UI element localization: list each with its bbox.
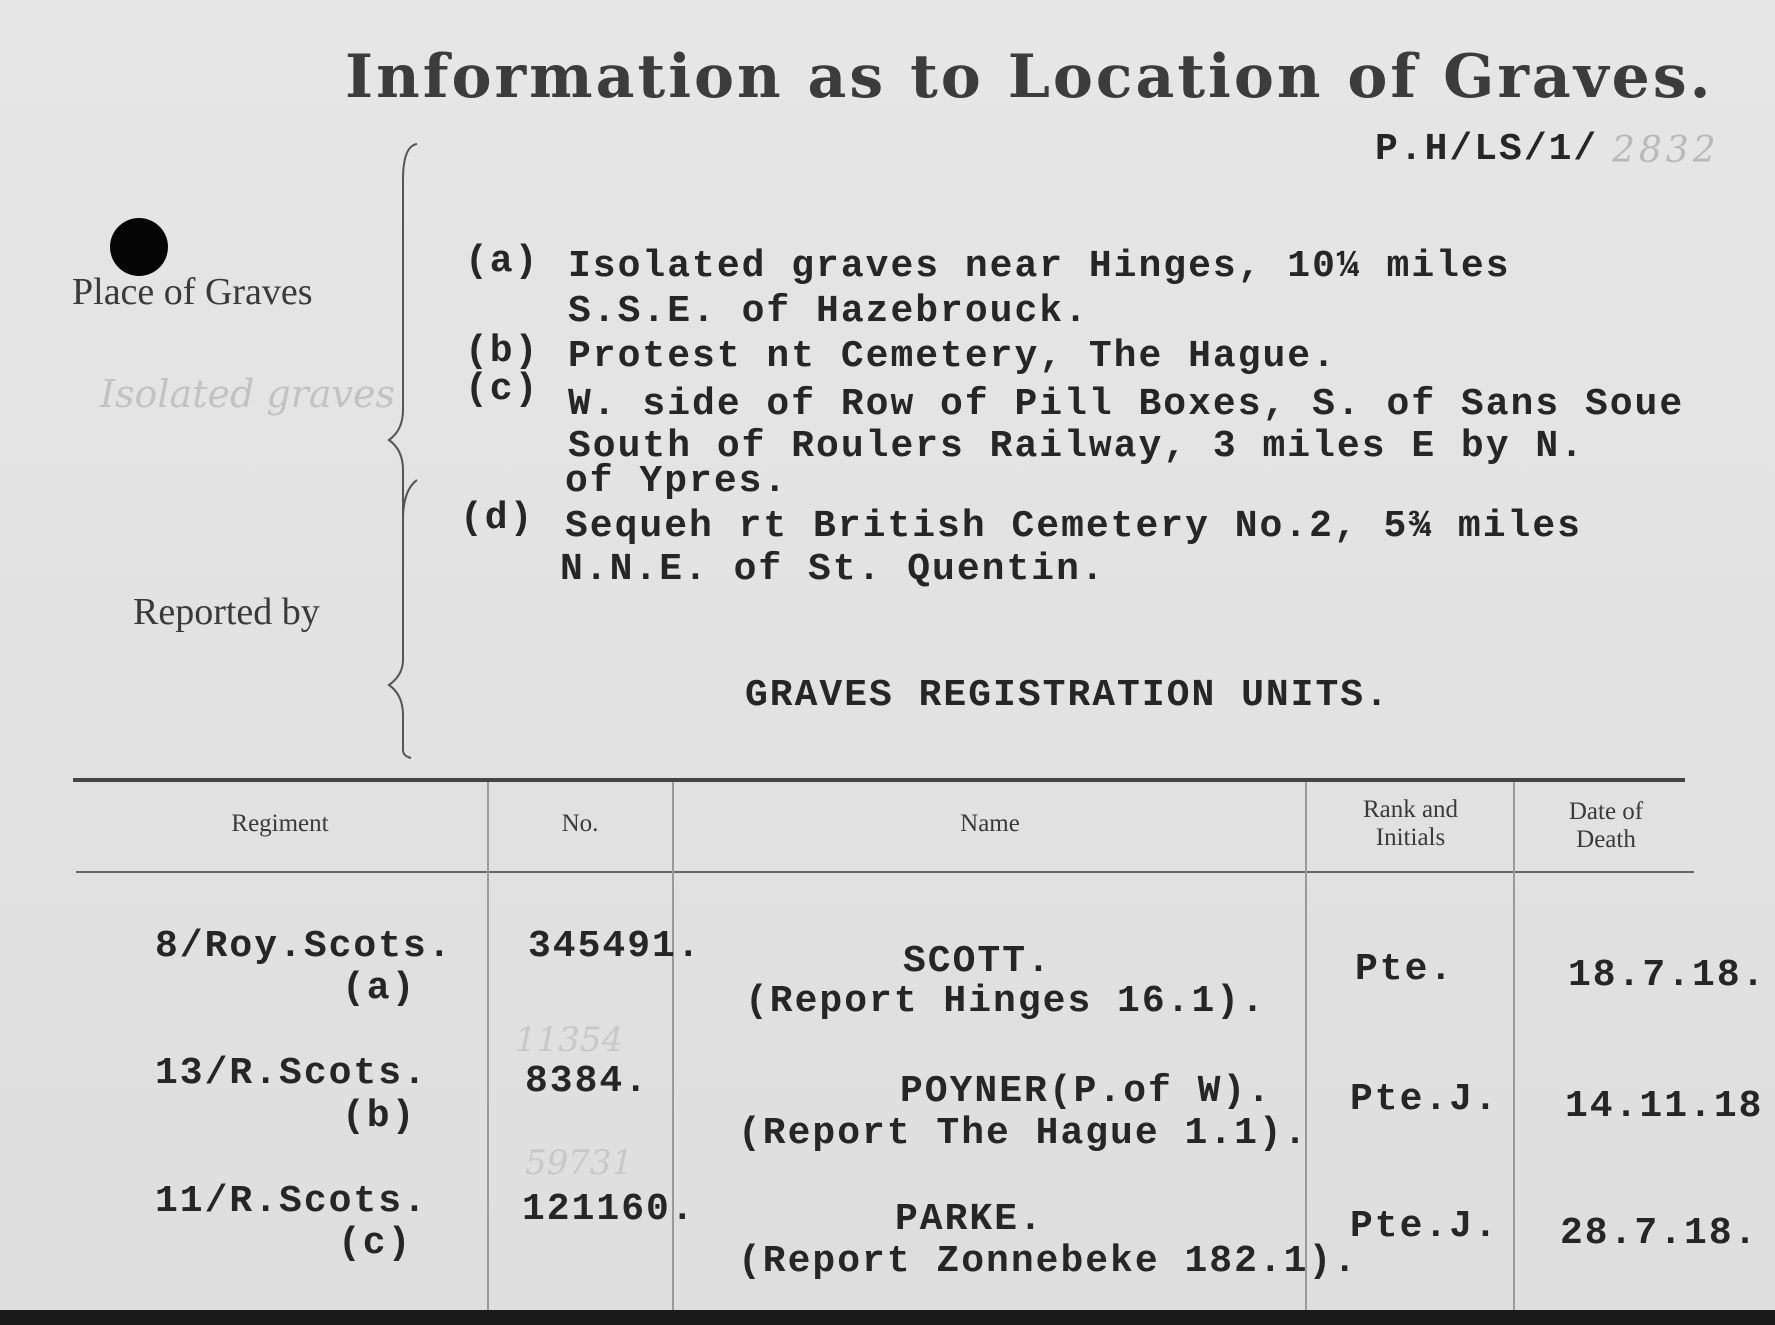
row-3-name: PARKE. [895,1198,1044,1241]
place-a-line-2: S.S.E. of Hazebrouck. [568,290,1089,333]
card-title: Information as to Location of Graves. [345,42,1714,112]
place-c-line-2: South of Roulers Railway, 3 miles E by N. [568,425,1585,468]
punch-hole [110,218,168,276]
row-2-regiment: 13/R.Scots. [155,1052,428,1095]
row-3-date: 28.7.18. [1560,1212,1759,1255]
row-3-report: (Report Zonnebeke 182.1). [738,1240,1359,1283]
place-d-line-1: Sequeh rt British Cemetery No.2, 5¾ miles [565,505,1582,548]
header-name: Name [960,810,1020,837]
place-c-line-3: of Ypres. [565,460,789,503]
row-1-rank: Pte. [1355,948,1455,991]
row-2-number: 8384. [525,1060,650,1103]
header-rank-line1: Rank and [1362,796,1459,823]
table-header-rule [76,871,1694,873]
reference-number: P.H/LS/1/ [1375,128,1599,171]
place-a-mark: (a) [465,240,540,283]
pencil-number: 59731 [525,1143,634,1183]
header-date-line1: Date of [1568,798,1644,825]
row-1-report: (Report Hinges 16.1). [745,980,1266,1023]
header-rank-line2: Initials [1375,824,1446,851]
row-3-mark: (c) [338,1222,413,1265]
header-date-line2: Death [1576,826,1636,853]
place-of-graves-label: Place of Graves [72,271,313,313]
place-a-line-1: Isolated graves near Hinges, 10¼ miles [568,245,1511,288]
row-2-report: (Report The Hague 1.1). [738,1112,1309,1155]
row-3-rank: Pte.J. [1350,1205,1499,1248]
brace-lines [385,140,425,760]
place-d-mark: (d) [460,497,535,540]
row-2-mark: (b) [342,1095,417,1138]
header-no: No. [561,810,599,837]
row-1-date: 18.7.18. [1568,954,1767,997]
pencil-number: 11354 [515,1020,624,1060]
row-2-date: 14.11.18 [1565,1085,1764,1128]
row-3-regiment: 11/R.Scots. [155,1180,428,1223]
column-divider [487,782,489,1310]
pencil-note: Isolated graves [100,372,395,416]
row-3-number: 121160. [522,1188,696,1231]
pencil-reference: 2832 [1612,130,1720,171]
row-1-number: 345491. [528,925,702,968]
row-2-name: POYNER(P.of W). [900,1070,1273,1113]
row-2-rank: Pte.J. [1350,1078,1499,1121]
header-regiment: Regiment [231,810,329,837]
table-top-rule [73,778,1685,782]
place-b-line-1: Protest nt Cemetery, The Hague. [568,335,1337,378]
row-1-regiment: 8/Roy.Scots. [155,925,453,968]
reported-by-value: GRAVES REGISTRATION UNITS. [745,674,1390,717]
place-c-line-1: W. side of Row of Pill Boxes, S. of Sans Soue [568,383,1685,426]
column-divider [1305,782,1307,1310]
column-divider [1513,782,1515,1310]
row-1-mark: (a) [342,967,417,1010]
place-c-mark: (c) [465,368,540,411]
place-b-mark: (b) [465,330,540,373]
reported-by-label: Reported by [133,591,320,633]
place-d-line-2: N.N.E. of St. Quentin. [560,548,1106,591]
row-1-name: SCOTT. [903,940,1052,983]
